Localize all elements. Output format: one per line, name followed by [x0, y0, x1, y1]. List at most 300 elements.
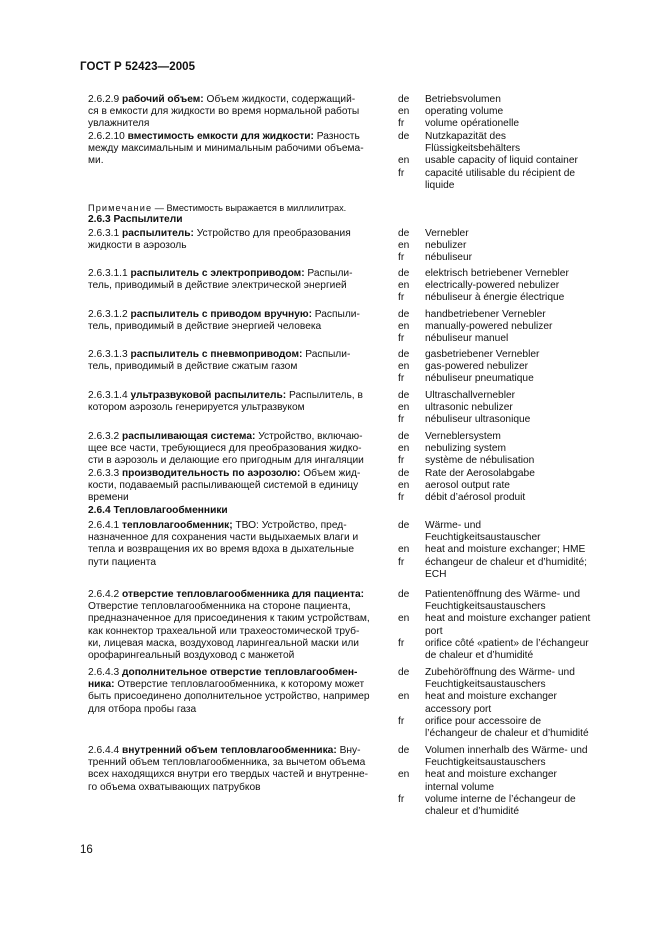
translated-term-line: Wärme- und	[425, 520, 482, 531]
translation-fr	[398, 252, 623, 264]
translated-term-line: Ultraschallvernebler	[425, 390, 516, 401]
language-code: de	[398, 131, 410, 142]
definition-text: 2.6.3.2	[88, 431, 122, 442]
translated-term-line: Vernebler	[425, 228, 469, 239]
translated-term	[425, 589, 623, 613]
definition-line	[88, 280, 388, 292]
definition-text: между максимальным и минимальным рабочими объема-	[88, 143, 364, 155]
entry-definition	[88, 131, 388, 168]
term-text: ультразвуковой распылитель:	[130, 390, 287, 401]
translated-term	[425, 468, 623, 480]
translated-term-line: l’échangeur de chaleur et d’humidité	[425, 728, 589, 740]
entry-definition	[88, 214, 388, 226]
entry-translations	[398, 431, 623, 468]
translated-term-line: heat and moisture exchanger	[425, 691, 557, 703]
translated-term	[425, 745, 623, 769]
term-text: распылитель с приводом вручную:	[130, 309, 312, 320]
translated-term-line: operating volume	[425, 106, 504, 118]
term-text: рабочий объем:	[122, 94, 204, 105]
translation-en	[398, 613, 623, 637]
definition-text: 2.6.4.3	[88, 667, 122, 678]
definition-text: увлажнителя	[88, 118, 150, 130]
language-code: de	[398, 390, 410, 401]
translated-term-line: Betriebsvolumen	[425, 94, 501, 105]
entry-definition	[88, 228, 388, 252]
definition-line	[88, 480, 388, 492]
definition-line	[88, 143, 388, 155]
translated-term-line: orifice côté «patient» de l’échangeur	[425, 637, 589, 649]
translated-term	[425, 131, 623, 155]
translation-fr	[398, 455, 623, 467]
language-code: fr	[398, 414, 405, 426]
translated-term-line: Nutzkapazität des	[425, 131, 506, 142]
term-text: ника:	[88, 679, 115, 691]
translated-term	[425, 168, 623, 192]
definition-text: 2.6.3.1.1	[88, 268, 131, 279]
definition-line	[88, 691, 388, 703]
definition-text: Распыли-	[304, 268, 353, 279]
entry-translations	[398, 94, 623, 131]
translation-fr	[398, 794, 623, 818]
translated-term-line: chaleur et d’humidité	[425, 806, 520, 818]
language-code: de	[398, 349, 410, 360]
translation-fr	[398, 292, 623, 304]
definition-line	[88, 118, 388, 130]
translated-term-line: aerosol output rate	[425, 480, 510, 492]
definition-line	[88, 240, 388, 252]
definition-text: Примечание	[88, 203, 153, 213]
language-code: de	[398, 94, 410, 105]
definition-text: 2.6.3.3	[88, 468, 122, 479]
translated-term	[425, 94, 623, 106]
definition-text: 2.6.2.9	[88, 94, 122, 105]
definition-line	[88, 520, 388, 532]
translation-en	[398, 361, 623, 373]
definition-line	[88, 94, 388, 106]
translated-term-line: de chaleur et d’humidité	[425, 650, 534, 662]
translation-en	[398, 691, 623, 715]
definition-text: щее все части, требующиеся для преобразования жидко-	[88, 443, 362, 455]
translated-term-line: heat and moisture exchanger	[425, 769, 557, 781]
definition-text: ки, лицевая маска, воздуховод ларингеальной маски или	[88, 637, 359, 649]
term-text: вместимость емкости для жидкости:	[127, 131, 314, 142]
language-code: en	[398, 106, 410, 118]
language-code: fr	[398, 715, 405, 727]
definition-text: кости, подаваемый распыливающей системой в единицу	[88, 480, 359, 492]
translation-fr	[398, 373, 623, 385]
definition-line	[88, 505, 388, 517]
definition-line	[88, 214, 388, 226]
entry-translations	[398, 131, 623, 192]
translation-en	[398, 402, 623, 414]
definition-line	[88, 532, 388, 544]
entry-definition	[88, 520, 388, 569]
definition-line	[88, 402, 388, 414]
translation-en	[398, 443, 623, 455]
definition-line	[88, 650, 388, 662]
definition-text: как коннектор трахеальной или трахеостомической труб-	[88, 625, 360, 637]
translation-fr	[398, 557, 623, 581]
definition-line	[88, 704, 388, 716]
translation-en	[398, 769, 623, 793]
definition-text: ся в емкости для жидкости во время нормальной работы	[88, 106, 360, 118]
entry-definition	[88, 505, 388, 517]
definition-text: 2.6.4.4	[88, 745, 122, 756]
translation-de	[398, 268, 623, 280]
language-code: en	[398, 321, 410, 333]
translation-de	[398, 589, 623, 613]
translated-term-line: gasbetriebener Vernebler	[425, 349, 540, 360]
definition-text: Устройство для преобразования	[193, 228, 351, 239]
definition-text: тепла и возвращения их во время вдоха в дыхательные	[88, 544, 355, 556]
definition-line	[88, 667, 388, 679]
translated-term-line: nébuliseur manuel	[425, 333, 509, 345]
definition-line	[88, 431, 388, 443]
translated-term-line: usable capacity of liquid container	[425, 155, 578, 167]
language-code: fr	[398, 167, 405, 179]
translation-en	[398, 106, 623, 118]
language-code: fr	[398, 556, 405, 568]
definition-line	[88, 321, 388, 333]
definition-line	[88, 443, 388, 455]
definition-line	[88, 757, 388, 769]
translated-term-line: nebulizer	[425, 240, 467, 252]
definition-text: 2.6.3.1.3	[88, 349, 131, 360]
language-code: de	[398, 745, 410, 756]
translated-term-line: échangeur de chaleur et d’humidité;	[425, 556, 587, 568]
term-text: распылитель:	[122, 228, 194, 239]
translation-fr	[398, 414, 623, 426]
translated-term	[425, 455, 623, 467]
language-code: de	[398, 667, 410, 678]
translated-term	[425, 106, 623, 118]
translated-term-line: heat and moisture exchanger patient	[425, 613, 591, 625]
translated-term-line: ECH	[425, 568, 447, 580]
translated-term-line: orifice pour accessoire de	[425, 715, 542, 727]
definition-line	[88, 626, 388, 638]
translated-term-line: elektrisch betriebener Vernebler	[425, 268, 569, 279]
definition-text: Отверстие тепловлагообменника на стороне пациента,	[88, 601, 351, 613]
language-code: en	[398, 691, 410, 703]
entry-definition	[88, 390, 388, 414]
translation-de	[398, 667, 623, 691]
definition-line	[88, 557, 388, 569]
definition-line	[88, 589, 388, 601]
translation-en	[398, 155, 623, 167]
language-code: de	[398, 309, 410, 320]
translated-term	[425, 557, 623, 581]
language-code: en	[398, 402, 410, 414]
translated-term-line: gas-powered nebulizer	[425, 361, 529, 373]
translation-fr	[398, 716, 623, 740]
definition-line	[88, 228, 388, 240]
translated-term	[425, 118, 623, 130]
language-code: fr	[398, 373, 405, 385]
translation-de	[398, 468, 623, 480]
definition-text: го объема охватывающих патрубков	[88, 781, 261, 793]
translated-term-line: capacité utilisable du récipient de	[425, 167, 576, 179]
translated-term	[425, 769, 623, 793]
entry-definition	[88, 94, 388, 131]
translated-term-line: ultrasonic nebulizer	[425, 402, 513, 414]
definition-text: — Вместимость выражается в миллилитрах.	[152, 203, 347, 213]
definition-line	[88, 131, 388, 143]
translated-term	[425, 240, 623, 252]
definition-text: Распылитель, в	[286, 390, 363, 401]
translated-term-line: débit d’aérosol produit	[425, 492, 526, 504]
translation-de	[398, 131, 623, 155]
translated-term	[425, 794, 623, 818]
translated-term	[425, 252, 623, 264]
translation-en	[398, 480, 623, 492]
definition-text: тренний объем тепловлагообменника, за вычетом объема	[88, 757, 366, 769]
definition-text: тель, приводимый в действие сжатым газом	[88, 361, 298, 373]
translated-term-line: volume interne de l’échangeur de	[425, 793, 576, 805]
definition-line	[88, 745, 388, 757]
translation-fr	[398, 492, 623, 504]
term-text: распылитель с пневмоприводом:	[130, 349, 303, 360]
definition-line	[88, 155, 388, 167]
definition-text: Объем жидкости, содержащий-	[203, 94, 356, 105]
definition-text: тель, приводимый в действие электрической энергией	[88, 280, 347, 292]
translated-term-line: nébuliseur pneumatique	[425, 373, 534, 385]
translated-term	[425, 443, 623, 455]
translated-term	[425, 414, 623, 426]
definition-text: ми.	[88, 155, 104, 167]
translated-term-line: handbetriebener Vernebler	[425, 309, 546, 320]
language-code: en	[398, 155, 410, 167]
definition-line	[88, 492, 388, 504]
translated-term-line: internal volume	[425, 781, 495, 793]
translation-en	[398, 280, 623, 292]
entry-translations	[398, 268, 623, 305]
language-code: de	[398, 520, 410, 531]
translated-term-line: nébuliseur à énergie électrique	[425, 292, 565, 304]
definition-line	[88, 468, 388, 480]
entry-definition	[88, 268, 388, 292]
language-code: en	[398, 443, 410, 455]
definition-text: котором аэрозоль генерируется ультразвуком	[88, 402, 305, 414]
translated-term	[425, 667, 623, 691]
document-header: ГОСТ Р 52423—2005	[80, 61, 196, 73]
translated-term-line: port	[425, 625, 443, 637]
definition-text: быть присоединено дополнительное устройство, например	[88, 691, 370, 703]
translated-term-line: nébuliseur ultrasonique	[425, 414, 531, 426]
translated-term-line: nébuliseur	[425, 252, 473, 264]
translated-term-line: Feuchtigkeitsaustauscher	[425, 532, 541, 544]
definition-text: орофарингеальный воздуховод с манжетой	[88, 650, 295, 662]
translated-term-line: manually-powered nebulizer	[425, 321, 553, 333]
term-text: 2.6.3 Распылители	[88, 214, 183, 225]
definition-line	[88, 349, 388, 361]
definition-text: пути пациента	[88, 556, 157, 568]
entry-definition	[88, 667, 388, 716]
translated-term-line: electrically-powered nebulizer	[425, 280, 560, 292]
translated-term-line: Flüssigkeitsbehälters	[425, 143, 521, 155]
definition-line	[88, 309, 388, 321]
translated-term	[425, 268, 623, 280]
translated-term	[425, 716, 623, 740]
translation-fr	[398, 638, 623, 662]
term-text: 2.6.4 Тепловлагообменники	[88, 505, 228, 516]
translation-en	[398, 240, 623, 252]
translation-de	[398, 745, 623, 769]
language-code: en	[398, 480, 410, 492]
translation-de	[398, 431, 623, 443]
definition-text: Объем жид-	[300, 468, 361, 479]
translated-term	[425, 613, 623, 637]
page-number: 16	[80, 844, 93, 856]
term-text: внутренний объем тепловлагообменника:	[122, 745, 337, 756]
translated-term-line: Feuchtigkeitsaustauschers	[425, 757, 546, 769]
entry-translations	[398, 468, 623, 505]
translated-term	[425, 431, 623, 443]
language-code: de	[398, 268, 410, 279]
entry-definition	[88, 745, 388, 794]
language-code: fr	[398, 793, 405, 805]
definition-line	[88, 544, 388, 556]
translated-term	[425, 373, 623, 385]
definition-text: 2.6.3.1.4	[88, 390, 131, 401]
term-text: производительность по аэрозолю:	[122, 468, 301, 479]
definition-text: ТВО: Устройство, пред-	[232, 520, 347, 531]
definition-text: жидкости в аэрозоль	[88, 240, 187, 252]
entry-translations	[398, 520, 623, 581]
entry-definition	[88, 349, 388, 373]
language-code: de	[398, 589, 410, 600]
definition-text: Распыли-	[302, 349, 351, 360]
translated-term-line: Feuchtigkeitsaustauschers	[425, 679, 546, 691]
entry-translations	[398, 390, 623, 427]
translated-term-line: Verneblersystem	[425, 431, 501, 442]
definition-text: 2.6.2.10	[88, 131, 128, 142]
translated-term	[425, 638, 623, 662]
translated-term-line: Feuchtigkeitsaustauschers	[425, 601, 546, 613]
translated-term-line: Zubehöröffnung des Wärme- und	[425, 667, 575, 678]
translated-term-line: Rate der Aerosolabgabe	[425, 468, 535, 479]
language-code: fr	[398, 455, 405, 467]
definition-line	[88, 268, 388, 280]
definition-line	[88, 601, 388, 613]
entry-translations	[398, 309, 623, 346]
language-code: en	[398, 769, 410, 781]
translation-de	[398, 390, 623, 402]
term-text: дополнительное отверстие тепловлагообмен-	[122, 667, 358, 678]
language-code: en	[398, 240, 410, 252]
definition-line	[88, 638, 388, 650]
definition-text: Разность	[313, 131, 360, 142]
definition-line	[88, 613, 388, 625]
language-code: en	[398, 361, 410, 373]
definition-text: 2.6.3.1.2	[88, 309, 131, 320]
definition-text: 2.6.3.1	[88, 228, 122, 239]
translation-de	[398, 228, 623, 240]
term-text: распылитель с электроприводом:	[130, 268, 305, 279]
definition-text: для отбора пробы газа	[88, 703, 197, 715]
definition-text: 2.6.4.2	[88, 589, 122, 600]
language-code: de	[398, 468, 410, 479]
translated-term	[425, 480, 623, 492]
definition-text: Вну-	[336, 745, 361, 756]
translation-fr	[398, 118, 623, 130]
definition-line	[88, 769, 388, 781]
translated-term-line: Volumen innerhalb des Wärme- und	[425, 745, 588, 756]
language-code: fr	[398, 333, 405, 345]
definition-text: сти в аэрозоль и делающие его пригодным для ингаляции	[88, 455, 364, 467]
term-text: тепловлагообменник;	[122, 520, 233, 531]
definition-line	[88, 361, 388, 373]
language-code: fr	[398, 252, 405, 264]
entry-translations	[398, 349, 623, 386]
translated-term	[425, 155, 623, 167]
language-code: en	[398, 613, 410, 625]
translated-term	[425, 228, 623, 240]
entry-translations	[398, 667, 623, 740]
translation-de	[398, 520, 623, 544]
translated-term	[425, 361, 623, 373]
language-code: de	[398, 228, 410, 239]
language-code: de	[398, 431, 410, 442]
definition-text: Отверстие тепловлагообменника, к которому может	[114, 679, 365, 691]
translated-term	[425, 321, 623, 333]
translated-term	[425, 292, 623, 304]
language-code: en	[398, 544, 410, 556]
translated-term	[425, 390, 623, 402]
language-code: fr	[398, 118, 405, 130]
definition-line	[88, 106, 388, 118]
translation-fr	[398, 333, 623, 345]
translation-de	[398, 309, 623, 321]
translated-term	[425, 544, 623, 556]
translated-term-line: nebulizing system	[425, 443, 506, 455]
definition-text: Распыли-	[311, 309, 360, 320]
translated-term-line: accessory port	[425, 703, 492, 715]
definition-text: 2.6.4.1	[88, 520, 122, 531]
translation-fr	[398, 168, 623, 192]
definition-line	[88, 390, 388, 402]
term-text: распыливающая система:	[122, 431, 256, 442]
definition-text: Устройство, включаю-	[255, 431, 363, 442]
translation-en	[398, 544, 623, 556]
translated-term-line: volume opérationelle	[425, 118, 520, 130]
translation-de	[398, 94, 623, 106]
translated-term-line: système de nébulisation	[425, 455, 535, 467]
entry-definition	[88, 589, 388, 662]
definition-text: тель, приводимый в действие энергией человека	[88, 321, 322, 333]
translated-term-line: heat and moisture exchanger; HME	[425, 544, 586, 556]
translation-en	[398, 321, 623, 333]
language-code: fr	[398, 292, 405, 304]
entry-translations	[398, 589, 623, 662]
translated-term	[425, 280, 623, 292]
translation-de	[398, 349, 623, 361]
definition-line	[88, 455, 388, 467]
translated-term	[425, 309, 623, 321]
definition-line	[88, 782, 388, 794]
definition-text: предназначенное для присоединения к таким устройствам,	[88, 613, 370, 625]
translated-term	[425, 402, 623, 414]
translated-term	[425, 691, 623, 715]
entry-translations	[398, 228, 623, 265]
definition-text: всех находящихся внутри его твердых частей и внутренне-	[88, 769, 369, 781]
term-text: отверстие тепловлагообменника для пациента:	[122, 589, 365, 600]
definition-text: времени	[88, 492, 129, 504]
entry-translations	[398, 745, 623, 818]
definition-line	[88, 679, 388, 691]
definition-text: назначенное для сохранения части выдыхаемых влаги и	[88, 532, 359, 544]
translated-term	[425, 349, 623, 361]
translated-term	[425, 492, 623, 504]
